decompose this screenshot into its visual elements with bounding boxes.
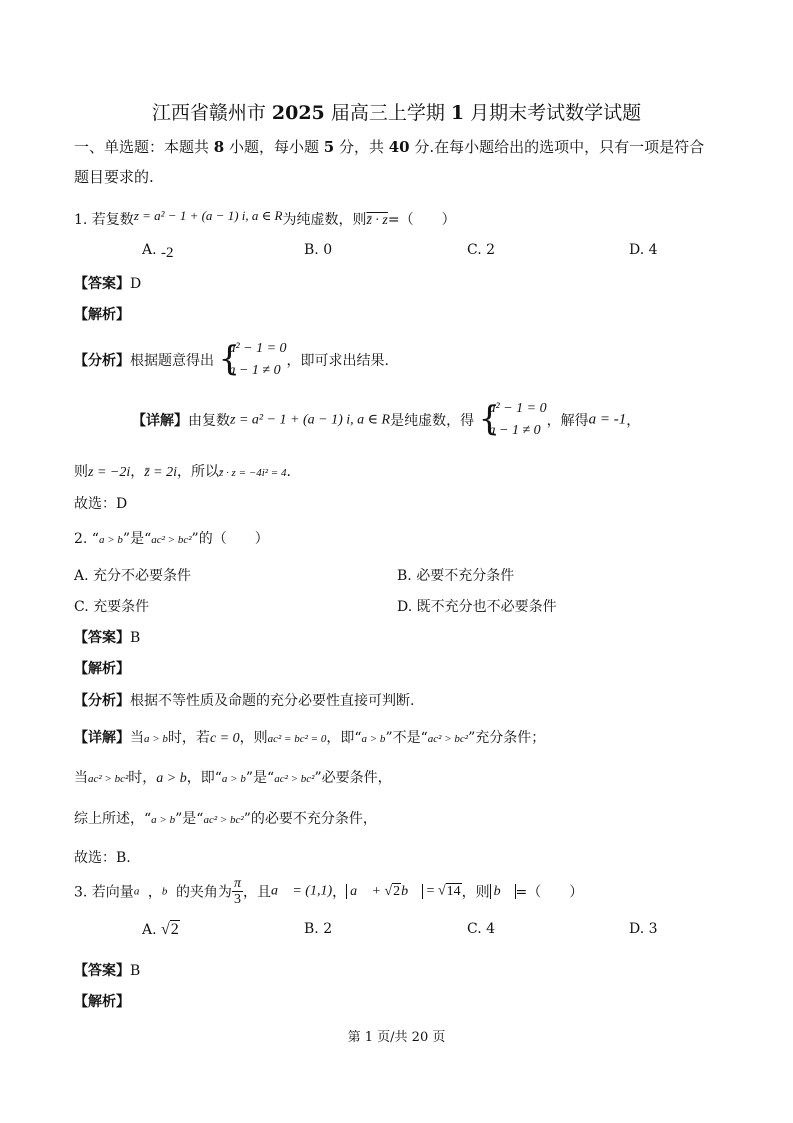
- text: 是纯虚数，得: [390, 413, 475, 429]
- fraction: [232, 876, 243, 907]
- text: ，所以: [177, 464, 220, 480]
- option-c[interactable]: C. 充要条件: [74, 599, 150, 615]
- text: 当: [130, 730, 144, 746]
- question-1: [74, 208, 456, 229]
- system-line: a − 1 ≠ 0: [488, 423, 541, 438]
- text: 时，若: [167, 730, 210, 746]
- text: ，则: [461, 884, 490, 901]
- radicand: 2: [393, 883, 401, 899]
- math-expr: ac² > bc²: [203, 814, 244, 826]
- math-eq: =: [423, 883, 438, 899]
- text: 由复数: [188, 413, 230, 429]
- text: 则: [74, 464, 88, 480]
- text: ”必要条件，: [314, 770, 392, 786]
- text: ”充分条件；: [468, 730, 546, 746]
- sqrt: √2: [384, 883, 401, 899]
- sqrt: √14: [437, 883, 461, 899]
- math-expr: ac² > bc²: [274, 773, 315, 785]
- text: 当: [74, 770, 88, 786]
- title-part: 月期末考试数学试题: [464, 102, 642, 124]
- option-d[interactable]: D. 4: [629, 242, 658, 258]
- option-label: A.: [142, 922, 157, 938]
- title-part: 江西省赣州市: [151, 102, 272, 124]
- answer-tag: 【答案】: [74, 276, 130, 292]
- math-expr: c = 0: [209, 731, 240, 746]
- math-part: a⃗ +: [350, 883, 385, 899]
- question-number: 2. “: [74, 531, 99, 547]
- numerator: π: [233, 876, 241, 891]
- math-formula: z = a² − 1 + (a − 1) i, a ∈ R: [133, 208, 283, 223]
- text: ”是“: [122, 531, 152, 547]
- answer-value: B: [130, 963, 141, 979]
- text: 根据题意得出: [130, 353, 214, 369]
- text: ，即“: [326, 730, 362, 746]
- option-c[interactable]: C. 2: [467, 242, 496, 258]
- option-value: 2: [170, 921, 179, 938]
- brace-icon: {: [218, 339, 241, 379]
- sqrt: √2: [161, 921, 179, 938]
- text: ”的（ ）: [191, 531, 269, 547]
- norm-expr: [346, 884, 423, 899]
- option-label: A.: [142, 242, 157, 258]
- question-number: 3. 若向量: [74, 884, 134, 901]
- text: ，: [130, 464, 145, 480]
- analysis-tag: 【解析】: [74, 661, 130, 677]
- denominator: 3: [233, 892, 241, 907]
- title-year: 2025: [271, 102, 325, 124]
- fenxi-tag: 【分析】: [74, 693, 130, 709]
- equation-system: [479, 398, 547, 442]
- math-expr: ac² > bc²: [88, 773, 129, 785]
- question-2: [74, 528, 269, 548]
- option-d[interactable]: D. 3: [629, 921, 658, 937]
- detail-tag: 【详解】: [132, 413, 188, 429]
- title-part: 届高三上学期: [324, 102, 451, 124]
- conclusion: 故选：D: [74, 496, 128, 512]
- text: ，: [332, 884, 347, 901]
- option-a[interactable]: [142, 242, 174, 262]
- math-expr: a > b: [221, 773, 246, 785]
- system-line: a² − 1 = 0: [488, 401, 547, 416]
- system-line: a² − 1 = 0: [228, 341, 287, 356]
- vector-a: a⃗: [133, 885, 148, 898]
- math-expr: ac² > bc²: [427, 733, 469, 745]
- document-title: [0, 98, 793, 125]
- fenxi-line: [74, 338, 389, 382]
- math-expr: a > b: [151, 814, 176, 826]
- math-expr: z̄ · z = −4i² = 4: [219, 467, 287, 479]
- result-line: [74, 461, 291, 481]
- detail-line: [132, 398, 640, 442]
- option-c[interactable]: C. 4: [467, 921, 496, 937]
- detail-tag: 【详解】: [74, 730, 130, 746]
- fenxi-line: [74, 690, 414, 710]
- question-number: 1. 若复数: [74, 212, 134, 228]
- text: ，且: [242, 884, 271, 901]
- text: ，解得: [546, 413, 589, 429]
- brace-icon: {: [478, 399, 501, 439]
- option-value: -2: [161, 245, 174, 261]
- detail-line: [74, 727, 545, 747]
- math-expr: z̄ = 2i: [144, 465, 178, 480]
- text: 为纯虚数，则: [282, 212, 367, 228]
- text: ，即“: [186, 770, 222, 786]
- answer-tag: 【答案】: [74, 963, 130, 979]
- text: =（ ）: [515, 884, 584, 901]
- section-heading: [74, 136, 704, 157]
- detail-line-3: [74, 808, 377, 828]
- section-heading-line2: 题目要求的.: [74, 168, 154, 186]
- math-expr: ac² = bc² = 0: [267, 733, 327, 745]
- answer-value: B: [130, 630, 141, 646]
- page-footer: 第 1 页/共 20 页: [347, 1030, 446, 1045]
- math-part: b⃗: [401, 883, 420, 899]
- answer-value: D: [130, 276, 142, 292]
- text: ，即可求出结果.: [286, 353, 389, 369]
- answer-line: [74, 273, 141, 293]
- math-expr: a > b: [361, 733, 386, 745]
- text: 时，: [128, 770, 157, 786]
- text: ，则: [239, 730, 268, 746]
- text: ”的必要不充分条件，: [243, 811, 377, 827]
- system-line: a − 1 ≠ 0: [228, 363, 281, 378]
- math-expr: a > b: [156, 771, 187, 786]
- question-3: [74, 876, 583, 907]
- math-expr: z = −2i: [88, 465, 131, 480]
- option-b[interactable]: B. 2: [304, 921, 333, 937]
- text: ，: [626, 413, 641, 429]
- math-expr: a > b: [144, 733, 168, 745]
- text: 综上所述，“: [74, 811, 152, 827]
- answer-line: [74, 960, 140, 980]
- text: 一、单选题：本题共: [74, 138, 214, 156]
- text: ”是“: [175, 811, 204, 827]
- vector-b: b⃗: [161, 885, 176, 898]
- option-b[interactable]: B. 必要不充分条件: [397, 568, 515, 584]
- answer-line: [74, 627, 140, 647]
- option-b[interactable]: B. 0: [304, 242, 333, 258]
- math-solution: a = -1: [588, 411, 627, 428]
- num: 40: [388, 138, 410, 156]
- text: 根据不等性质及命题的充分必要性直接可判断.: [130, 693, 415, 709]
- text: 小题，每小题: [224, 138, 324, 156]
- option-d[interactable]: D. 既不充分也不必要条件: [397, 599, 557, 615]
- detail-line-2: [74, 767, 392, 787]
- text: .: [286, 464, 291, 480]
- text: 分.在每小题给出的选项中，只有一项是符合: [409, 138, 705, 156]
- answer-tag: 【答案】: [74, 630, 130, 646]
- text: 的夹角为: [175, 884, 232, 901]
- option-a[interactable]: [142, 921, 180, 939]
- num: 8: [213, 138, 225, 156]
- equation-system: [218, 338, 286, 382]
- radicand: 14: [446, 883, 461, 899]
- title-month: 1: [450, 102, 465, 124]
- text: =（ ）: [387, 212, 456, 228]
- option-a[interactable]: A. 充分不必要条件: [74, 568, 192, 584]
- math-expr: a⃗ = (1,1): [270, 883, 333, 899]
- math-formula: z = a² − 1 + (a − 1) i, a ∈ R: [230, 412, 391, 428]
- num: 5: [323, 138, 335, 156]
- conclusion: 故选：B.: [74, 850, 131, 866]
- math-expr: z̄ · z: [366, 213, 388, 228]
- text: ”不是“: [385, 730, 428, 746]
- math-expr: a > b: [98, 534, 123, 546]
- text: ”是“: [245, 770, 275, 786]
- text: 分，共: [334, 138, 389, 156]
- norm-b: b⃗: [490, 884, 516, 899]
- fenxi-tag: 【分析】: [74, 353, 130, 369]
- analysis-tag: 【解析】: [74, 994, 130, 1010]
- text: ，: [147, 884, 162, 901]
- math-expr: ac² > bc²: [151, 534, 192, 546]
- analysis-tag: 【解析】: [74, 307, 130, 323]
